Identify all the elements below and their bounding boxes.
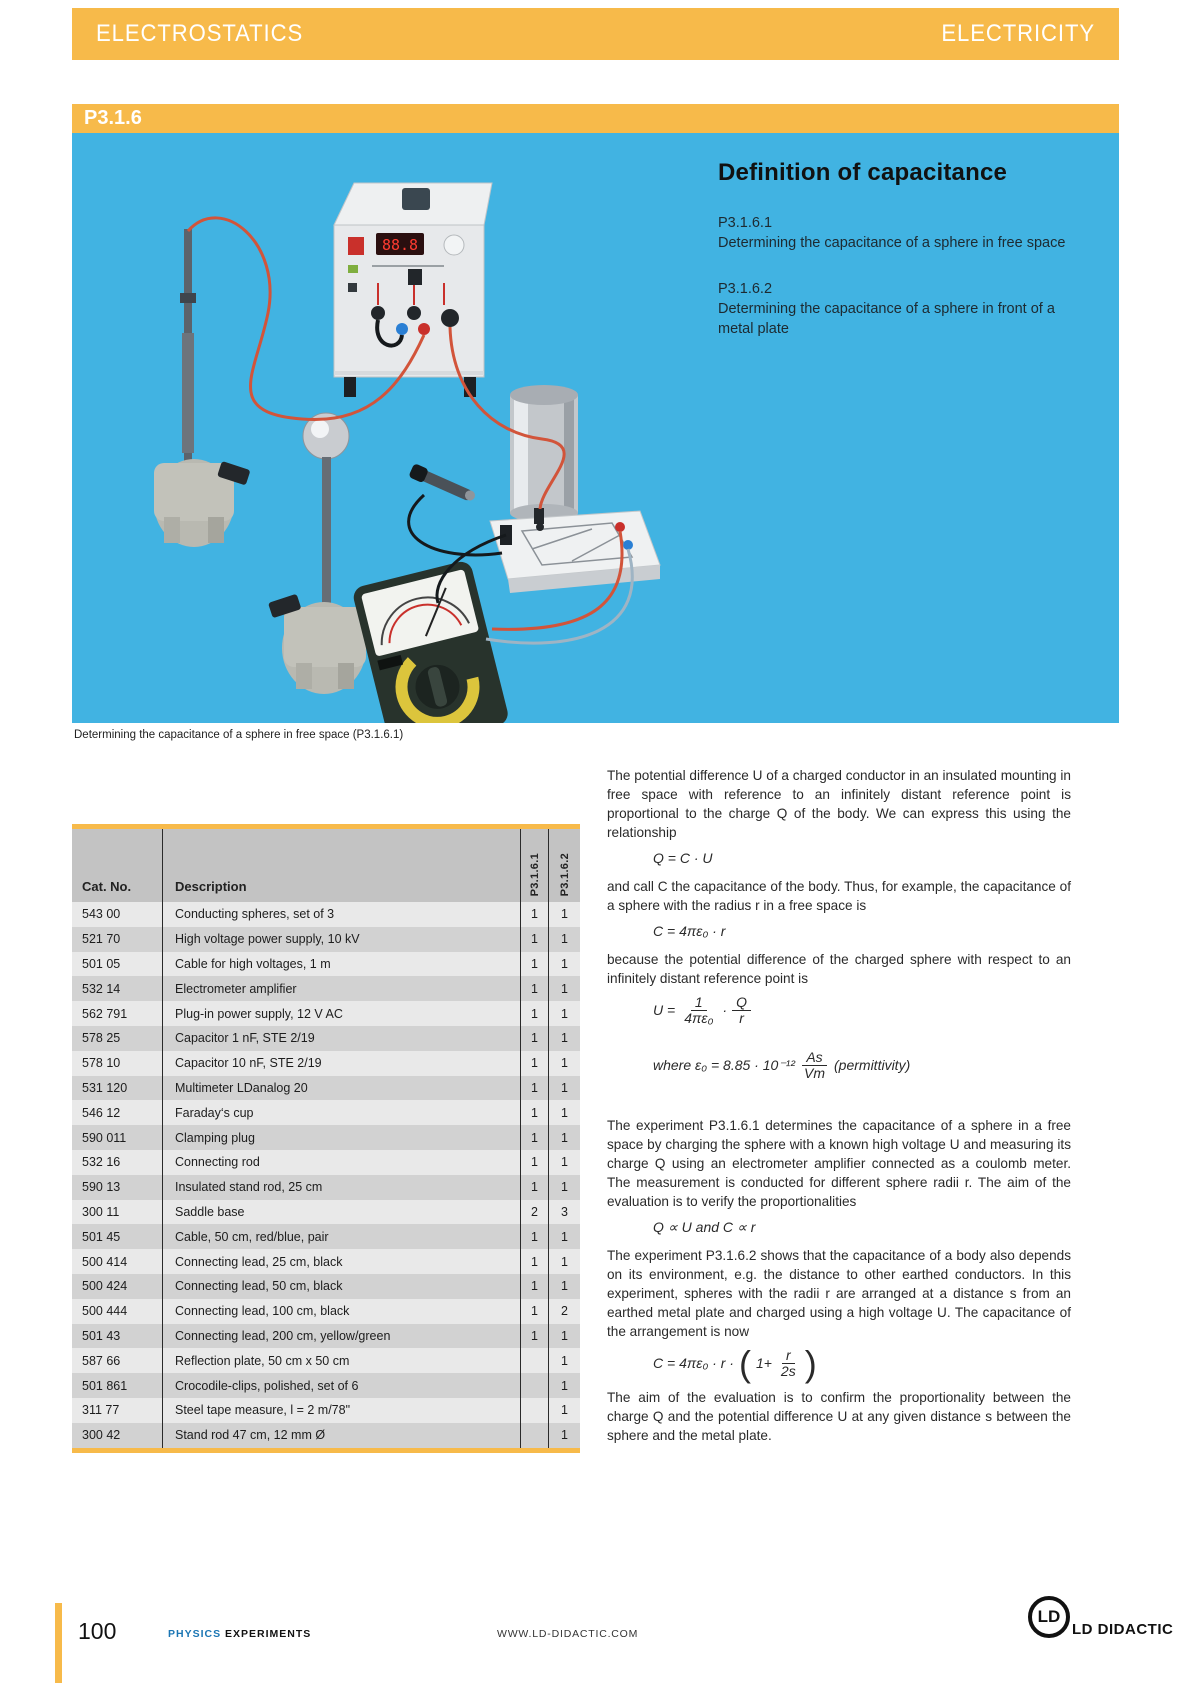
company-logo (1028, 1596, 1173, 1638)
cell-description: Conducting spheres, set of 3 (162, 902, 520, 927)
section-band (72, 104, 1119, 133)
cell-qty-p3161: 1 (520, 976, 548, 1001)
cell-description: Electrometer amplifier (162, 976, 520, 1001)
cell-qty-p3161 (520, 1348, 548, 1373)
cell-description: Capacitor 1 nF, STE 2/19 (162, 1026, 520, 1051)
cell-description: High voltage power supply, 10 kV (162, 927, 520, 952)
cell-qty-p3162: 1 (548, 1348, 580, 1373)
table-row (72, 902, 580, 927)
experiment-entry-2 (718, 279, 1090, 339)
cell-qty-p3161: 1 (520, 902, 548, 927)
cell-qty-p3161: 1 (520, 1026, 548, 1051)
brand-experiments: EXPERIMENTS (225, 1628, 312, 1640)
paragraph: The experiment P3.1.6.1 determines the capacitance of a sphere in a free space by charging the sphere with a known high voltage U and measuring its charge Q using an electrometer amplifier connected as a coulomb meter. The measurement is conducted for different sphere radii r. The aim of the evaluation is to verify the proportionalities (607, 1118, 1071, 1209)
page-number: 100 (78, 1618, 117, 1644)
table-row (72, 1150, 580, 1175)
cell-cat-no: 501 45 (82, 1229, 121, 1244)
cell-qty-p3162: 1 (548, 927, 580, 952)
paragraph: The experiment P3.1.6.2 shows that the capacitance of a body also depends on its environment, e.g. the distance to other earthed conductors. In this experiment, spheres with the radii r are arranged at a distance s from an earthed metal plate and charged using a high voltage U. The capacitance of the arrangement is now (607, 1248, 1071, 1339)
multimeter (351, 559, 510, 723)
cell-cat-no: 501 05 (82, 956, 121, 971)
experiment-desc: Determining the capacitance of a sphere in front of a metal plate (718, 301, 1055, 337)
cell-qty-p3162: 1 (548, 1423, 580, 1448)
experiment-entry-1 (718, 213, 1090, 253)
table-row (72, 1398, 580, 1423)
cell-description: Connecting lead, 25 cm, black (162, 1249, 520, 1274)
cell-cat-no: 531 120 (82, 1080, 128, 1095)
cell-description: Clamping plug (162, 1125, 520, 1150)
cell-qty-p3161: 1 (520, 1249, 548, 1274)
cell-cat-no: 300 42 (82, 1428, 121, 1443)
table-row (72, 1274, 580, 1299)
power-supply (334, 183, 492, 397)
cell-qty-p3162: 1 (548, 1001, 580, 1026)
cell-cat-no: 311 77 (82, 1403, 120, 1418)
cell-qty-p3162: 1 (548, 1398, 580, 1423)
cell-description: Saddle base (162, 1200, 520, 1225)
table-row (72, 1249, 580, 1274)
table-row (72, 1200, 580, 1225)
logo-text: LD DIDACTIC (1072, 1621, 1174, 1638)
cell-description: Cable for high voltages, 1 m (162, 952, 520, 977)
cell-qty-p3162: 1 (548, 1076, 580, 1101)
table-row (72, 1125, 580, 1150)
cell-cat-no: 578 25 (82, 1031, 121, 1046)
table-row (72, 1423, 580, 1448)
cell-qty-p3161: 1 (520, 1100, 548, 1125)
cell-cat-no: 543 00 (82, 907, 121, 922)
cell-cat-no: 546 12 (82, 1105, 121, 1120)
equation-c-plate: C = 4πε₀ · r · ( 1+ $\frac{r}{2s}$ ) (653, 1342, 817, 1384)
table-row (72, 952, 580, 977)
table-row (72, 1373, 580, 1398)
cell-cat-no: 500 414 (82, 1254, 128, 1269)
hero-panel (72, 133, 1119, 723)
cell-qty-p3161: 1 (520, 1324, 548, 1349)
cell-description: Reflection plate, 50 cm x 50 cm (162, 1348, 520, 1373)
cell-cat-no: 500 444 (82, 1304, 128, 1319)
cell-cat-no: 300 11 (82, 1204, 120, 1219)
table-bottom-rule (72, 1448, 580, 1453)
cell-qty-p3162: 2 (548, 1299, 580, 1324)
cell-description: Connecting lead, 50 cm, black (162, 1274, 520, 1299)
table-row (72, 1026, 580, 1051)
cell-qty-p3162: 1 (548, 1100, 580, 1125)
cell-cat-no: 501 861 (82, 1378, 128, 1393)
table-row (72, 1324, 580, 1349)
cell-description: Faraday‘s cup (162, 1100, 520, 1125)
cell-qty-p3161: 2 (520, 1200, 548, 1225)
cell-cat-no: 587 66 (82, 1353, 121, 1368)
cell-qty-p3162: 3 (548, 1200, 580, 1225)
experiment-desc: Determining the capacitance of a sphere in free space (718, 235, 1066, 251)
cell-description: Cable, 50 cm, red/blue, pair (162, 1224, 520, 1249)
table-row (72, 976, 580, 1001)
cell-qty-p3162: 1 (548, 1224, 580, 1249)
page-header-band (72, 8, 1119, 60)
brand-physics: PHYSICS (168, 1628, 222, 1640)
hero-title: Definition of capacitance (718, 159, 1008, 186)
faraday-cup (510, 385, 578, 522)
table-row (72, 1175, 580, 1200)
cell-qty-p3161 (520, 1398, 548, 1423)
cell-qty-p3161: 1 (520, 927, 548, 952)
cell-cat-no: 590 011 (82, 1130, 127, 1145)
cell-qty-p3161: 1 (520, 1224, 548, 1249)
cell-description: Insulated stand rod, 25 cm (162, 1175, 520, 1200)
cell-qty-p3161: 1 (520, 1051, 548, 1076)
paragraph: The aim of the evaluation is to confirm the proportionality between the charge Q and the potential difference U at any given distance s between the sphere and the metal plate. (607, 1390, 1071, 1443)
paragraph: because the potential difference of the charged sphere with respect to an infinitely distant reference point is (607, 952, 1071, 986)
col-header-cat-no: Cat. No. (82, 879, 132, 894)
cell-qty-p3162: 1 (548, 1125, 580, 1150)
table-row (72, 1348, 580, 1373)
equation-q-cu: Q = C · U (653, 850, 713, 866)
cell-qty-p3162: 1 (548, 952, 580, 977)
paragraph: and call C the capacitance of the body. Thus, for example, the capacitance of a sphere with the radius r in a free space is (607, 879, 1071, 913)
cell-qty-p3162: 1 (548, 1373, 580, 1398)
cell-qty-p3162: 1 (548, 1324, 580, 1349)
logo-circle-icon: LD (1028, 1596, 1070, 1638)
cell-description: Connecting lead, 100 cm, black (162, 1299, 520, 1324)
cell-qty-p3161: 1 (520, 1299, 548, 1324)
table-row (72, 1001, 580, 1026)
equipment-photo (72, 133, 712, 723)
cell-qty-p3162: 1 (548, 1274, 580, 1299)
footer-brand (168, 1628, 311, 1640)
equation-proportionalities: Q ∝ U and C ∝ r (653, 1219, 756, 1235)
cell-cat-no: 532 16 (82, 1155, 121, 1170)
cell-qty-p3162: 1 (548, 1175, 580, 1200)
experiment-code: P3.1.6.1 (718, 215, 773, 231)
table-body (72, 902, 580, 1448)
table-header-row (72, 829, 580, 902)
equation-u-frac: U = $\frac{1}{\text{4πε₀}}$ · $\frac{Q}{r}$ (653, 995, 1071, 1026)
cell-qty-p3161: 1 (520, 1076, 548, 1101)
cell-qty-p3161: 1 (520, 1274, 548, 1299)
cell-cat-no: 562 791 (82, 1006, 128, 1021)
cell-description: Steel tape measure, l = 2 m/78" (162, 1398, 520, 1423)
electrometer-amplifier (490, 508, 660, 593)
svg-text:88.8: 88.8 (381, 236, 419, 254)
equation-permittivity: where ε₀ = 8.85 · 10⁻¹² $\frac{As}{Vm}$ (permittivity) (653, 1049, 911, 1081)
cell-qty-p3161 (520, 1423, 548, 1448)
table-row (72, 1051, 580, 1076)
col-header-description: Description (162, 829, 520, 902)
cell-qty-p3161 (520, 1373, 548, 1398)
table-row (72, 1100, 580, 1125)
cell-cat-no: 521 70 (82, 932, 121, 947)
cell-cat-no: 590 13 (82, 1180, 121, 1195)
experiment-code: P3.1.6.2 (718, 281, 773, 297)
cell-cat-no: 501 43 (82, 1328, 121, 1343)
cell-description: Crocodile-clips, polished, set of 6 (162, 1373, 520, 1398)
footer-accent-bar (55, 1603, 62, 1683)
cell-qty-p3162: 1 (548, 1026, 580, 1051)
table-row (72, 1076, 580, 1101)
table-row (72, 927, 580, 952)
cell-qty-p3162: 1 (548, 976, 580, 1001)
cell-qty-p3161: 1 (520, 1125, 548, 1150)
footer-url: WWW.LD-DIDACTIC.COM (497, 1628, 639, 1640)
equation-c-4per: C = 4πε₀ · r (653, 923, 726, 939)
article-column (607, 766, 1071, 1447)
cell-qty-p3161: 1 (520, 1001, 548, 1026)
cell-cat-no: 578 10 (82, 1056, 121, 1071)
table-row (72, 1224, 580, 1249)
cell-qty-p3162: 1 (548, 1150, 580, 1175)
stand-rod-left (154, 229, 251, 547)
photo-caption: Determining the capacitance of a sphere in free space (P3.1.6.1) (74, 729, 404, 741)
cell-description: Plug-in power supply, 12 V AC (162, 1001, 520, 1026)
cell-qty-p3162: 1 (548, 902, 580, 927)
header-left-title: ELECTROSTATICS (96, 20, 304, 47)
cell-qty-p3161: 1 (520, 952, 548, 977)
paragraph: The potential difference U of a charged conductor in an insulated mounting in free space with reference to an infinitely distant reference point is proportional to the charge Q of the body. We can express this using the relationship (607, 768, 1071, 840)
cell-qty-p3162: 1 (548, 1051, 580, 1076)
table-row (72, 1299, 580, 1324)
cell-cat-no: 500 424 (82, 1279, 128, 1294)
header-right-title: ELECTRICITY (941, 20, 1095, 47)
equipment-table (72, 824, 580, 1453)
cell-qty-p3161: 1 (520, 1175, 548, 1200)
col-header-p3161: P3.1.6.1 (520, 829, 548, 902)
col-header-p3162: P3.1.6.2 (548, 829, 580, 902)
cell-qty-p3161: 1 (520, 1150, 548, 1175)
conducting-sphere-stand (268, 413, 366, 694)
cell-description: Connecting rod (162, 1150, 520, 1175)
cell-description: Capacitor 10 nF, STE 2/19 (162, 1051, 520, 1076)
cell-description: Connecting lead, 200 cm, yellow/green (162, 1324, 520, 1349)
cell-cat-no: 532 14 (82, 981, 121, 996)
cell-qty-p3162: 1 (548, 1249, 580, 1274)
cell-description: Multimeter LDanalog 20 (162, 1076, 520, 1101)
section-label: P3.1.6 (84, 107, 142, 129)
cell-description: Stand rod 47 cm, 12 mm Ø (162, 1423, 520, 1448)
